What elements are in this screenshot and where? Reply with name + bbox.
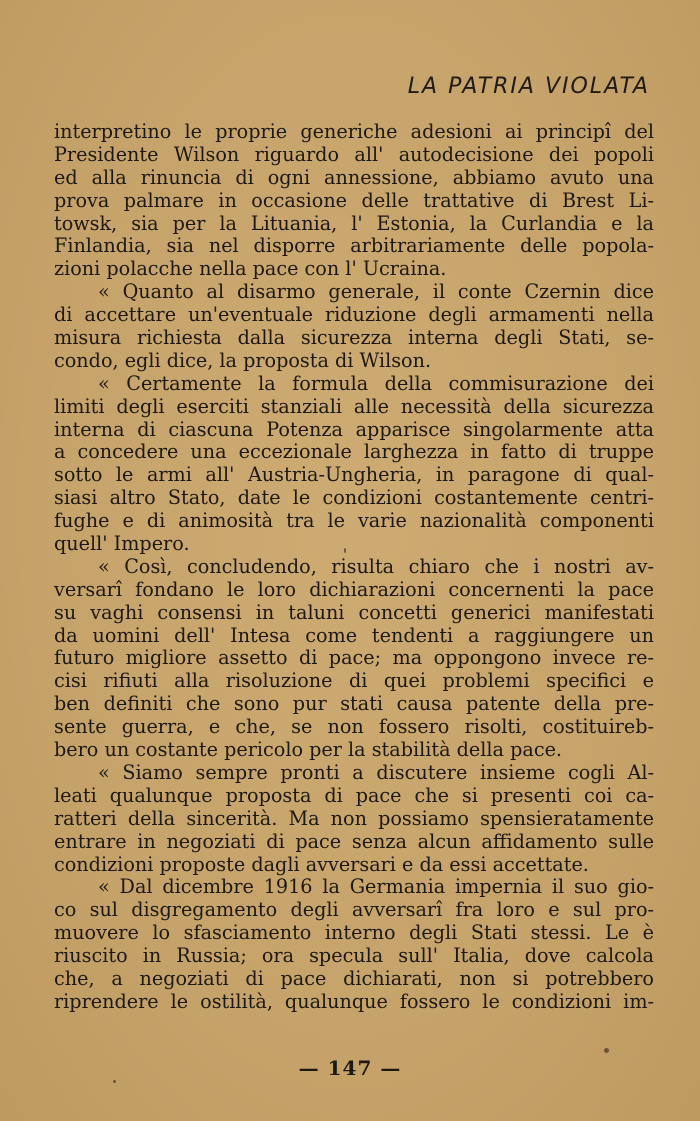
text-line: fughe e di animosità tra le varie nazionalità componenti xyxy=(54,509,654,533)
text-line: Finlandia, sia nel disporre arbitrariamente delle popola- xyxy=(54,234,654,258)
text-line: « Certamente la formula della commisurazione dei xyxy=(98,371,654,395)
text-line: muovere lo sfasciamento interno degli Stati stessi. Le è xyxy=(54,921,654,945)
text-line: condizioni proposte dagli avversari e da essi accettate. xyxy=(54,852,589,876)
text-line: siasi altro Stato, date le condizioni costantemente centri- xyxy=(54,486,654,510)
text-line: riuscito in Russia; ora specula sull' Italia, dove calcola xyxy=(54,944,654,968)
text-line: sente guerra, e che, se non fossero risolti, costituireb- xyxy=(54,715,654,739)
text-line: interna di ciascuna Potenza apparisce singolarmente atta xyxy=(54,417,654,441)
text-line: « Siamo sempre pronti a discutere insieme cogli Al- xyxy=(98,760,654,784)
running-title: LA PATRIA VIOLATA xyxy=(407,74,650,99)
text-line: zioni polacche nella pace con l' Ucraina. xyxy=(54,257,447,281)
text-line: ratteri della sincerità. Ma non possiamo spensieratamente xyxy=(54,806,654,830)
text-line: ed alla rinuncia di ogni annessione, abbiamo avuto una xyxy=(54,165,654,189)
text-line: co sul disgregamento degli avversarî fra loro e sul pro- xyxy=(54,898,654,922)
text-line: condo, egli dice, la proposta di Wilson. xyxy=(54,348,432,372)
text-line: leati qualunque proposta di pace che si presenti coi ca- xyxy=(54,783,654,807)
text-line: sotto le armi all' Austria-Ungheria, in paragone di qual- xyxy=(54,463,654,487)
paper-speck xyxy=(604,1048,609,1053)
page-number: — 147 — xyxy=(298,1056,402,1080)
text-line: ben definiti che sono pur stati causa patente della pre- xyxy=(54,692,654,716)
text-line: towsk, sia per la Lituania, l' Estonia, la Curlandia e la xyxy=(54,211,654,235)
text-line: prova palmare in occasione delle trattative di Brest Li- xyxy=(54,188,654,212)
body-text xyxy=(54,121,654,1014)
text-line: « Così, concludendo, risulta chiaro che i nostri av- xyxy=(98,554,654,578)
text-line: « Quanto al disarmo generale, il conte Czernin dice xyxy=(98,280,654,304)
text-line: cisi rifiuti alla risoluzione di quei problemi specifici e xyxy=(54,669,654,693)
text-line: Presidente Wilson riguardo all' autodecisione dei popoli xyxy=(54,142,654,166)
text-line: interpretino le proprie generiche adesioni ai principî del xyxy=(54,120,654,143)
paper-speck xyxy=(344,548,346,553)
text-line: bero un costante pericolo per la stabilità della pace. xyxy=(54,738,563,762)
text-line: da uomini dell' Intesa come tendenti a raggiungere un xyxy=(54,623,654,647)
text-line: a concedere una eccezionale larghezza in fatto di truppe xyxy=(54,440,654,464)
text-line: « Dal dicembre 1916 la Germania impernia il suo gio- xyxy=(98,875,654,899)
text-line: versarî fondano le loro dichiarazioni concernenti la pace xyxy=(54,577,654,601)
text-line: futuro migliore assetto di pace; ma oppongono invece re- xyxy=(54,646,654,670)
text-line: quell' Impero. xyxy=(54,532,190,556)
text-line: che, a negoziati di pace dichiarati, non si potrebbero xyxy=(54,966,654,990)
text-line: riprendere le ostilità, qualunque fossero le condizioni im- xyxy=(54,989,654,1013)
text-line: limiti degli eserciti stanziali alle necessità della sicurezza xyxy=(54,394,654,418)
text-line: su vaghi consensi in taluni concetti generici manifestati xyxy=(54,600,654,624)
text-line: di accettare un'eventuale riduzione degli armamenti nella xyxy=(54,303,654,327)
text-line: entrare in negoziati di pace senza alcun affidamento sulle xyxy=(54,829,654,853)
paper-speck xyxy=(113,1080,116,1083)
text-line: misura richiesta dalla sicurezza interna degli Stati, se- xyxy=(54,326,654,350)
